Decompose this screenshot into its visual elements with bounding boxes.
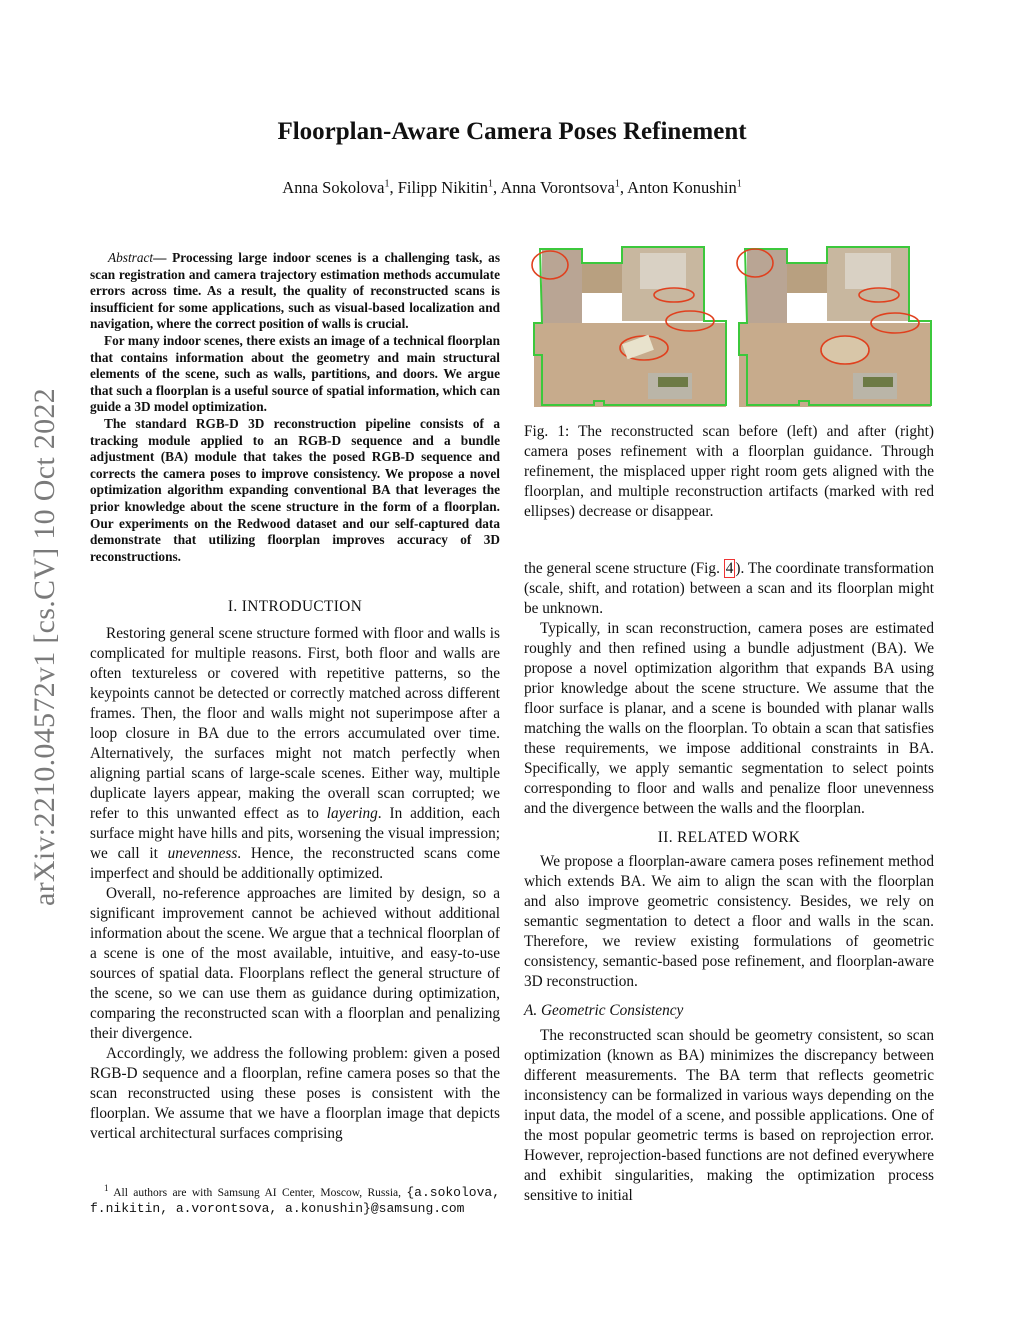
author: Anna Sokolova [282,178,385,197]
author: Anton Konushin [627,178,737,197]
footnote-mark: 1 [104,1183,109,1193]
paragraph: We propose a floorplan-aware camera poses refinement method which extends BA. We aim to align the scan with the floorplan and also improve geometric consistency. Besides, we rely on semantic segmentation to detect a floor and walls in the scan. Therefore, we review existing formulations of geometric consistency, semantic-based pose refinement, and floorplan-aware 3D reconstruction. [524,853,934,990]
affiliation-mark: 1 [384,178,390,190]
subsection-heading: A. Geometric Consistency [524,1002,684,1019]
paragraph: The reconstructed scan should be geometry consistent, so scan optimization (known as BA) minimizes the discrepancy between different measurements. The BA term that reflects geometric inconsistency can be formalized in various ways depending on the input data, the model of a scene, and possible applications. One of the most popular geometric terms is based on reprojection error. However, reprojection-based functions are not defined everywhere and exhibit singularities, making the optimization process sensitive to initial [524,1027,934,1204]
figure-caption: Fig. 1: The reconstructed scan before (left) and after (right) camera poses refinement with a floorplan guidance. Through refinement, the misplaced upper right room gets aligned with the floorplan, and multiple reconstruction artifacts (marked with red ellipses) decrease or disappear. [524,423,934,520]
abstract-label: Abstract [108,250,154,265]
author: Filipp Nikitin [397,178,489,197]
affiliation-mark: 1 [488,178,494,190]
right-column-body [524,559,934,1206]
footnote-text: All authors are with Samsung AI Center, Moscow, Russia, [113,1186,402,1199]
arxiv-identifier: arXiv:2210.04572v1 [cs.CV] 10 Oct 2022 [28,388,61,907]
affiliation-mark: 1 [614,178,620,190]
abstract-paragraph: For many indoor scenes, there exists an image of a technical floorplan that contains information about the geometry and main structural elements of the scene, such as walls, partitions, and doors. We argue that such a floorplan is a useful source of spatial information, which can guide a 3D model optimization. [90,332,500,415]
paper-title: Floorplan-Aware Camera Poses Refinement [277,118,747,145]
paragraph: Typically, in scan reconstruction, camera poses are estimated roughly and then refined using a bundle adjustment (BA). We propose a novel optimization algorithm that expands BA using prior knowledge about the scene structure. We assume that the floor surface is planar, and a scene is bounded with planar walls matching the walls on the floorplan. To obtain a scan that satisfies these requirements, we impose additional constraints in BA. Specifically, we apply semantic segmentation to select points corresponding to floor and walls and penalize floor unevenness and the divergence between the walls and the floorplan. [524,620,934,817]
paragraph: Restoring general scene structure formed with floor and walls is complicated for multiple reasons. First, both floor and walls are often textureless or covered with repetitive patterns, so the keypoints cannot be detected or correctly matched across different frames. Then, the floor and walls might not superimpose after a loop closure in BA due to the errors accumulated over time. Alternatively, the surfaces might not match perfectly when aligning partial scans of large-scale scenes. Either way, multiple duplicate layers appear, making the overall scan corrupted; we refer to this unwanted effect as to layering. In addition, each surface might have hills and pits, worsening the visual impression; we call it unevenness. Hence, the reconstructed scans come imperfect and should be additionally optimized. [90,625,500,882]
footnote-emails: {a.sokolova, f.nikitin, a.vorontsova, a.konushin}@samsung.com [90,1184,500,1216]
introduction-body [90,624,500,1144]
paragraph: Overall, no-reference approaches are limited by design, so a significant improvement cannot be achieved without additional information about the scene. We argue that a technical floorplan of a scene is one of the most available, intuitive, and easy-to-use sources of spatial data. Floorplans reflect the general structure of the scene, so we can use them as guidance during optimization, comparing the reconstructed scan with a floorplan and penalizing their divergence. [90,885,500,1042]
paragraph: Accordingly, we address the following problem: given a posed RGB-D sequence and a floorplan, refine camera poses so that the scan reconstructed using these poses is consistent with the floorplan. We assume that we have a floorplan image that depicts vertical architectural surfaces comprising [90,1045,500,1142]
floorplan-scan-after [737,247,931,407]
section-heading-related-work: II. RELATED WORK [657,829,801,846]
author-list: Anna Sokolova$^1$, Filipp Nikitin$^1$, Anna Vorontsova$^1$, Anton Konushin$^1$ [282,178,742,197]
floorplan-scan-before [534,247,726,407]
section-heading-introduction: I. INTRODUCTION [227,598,363,615]
abstract-paragraph: Abstract— Processing large indoor scenes is a challenging task, as scan registration and camera trajectory estimation methods accumulate errors across time. As a result, the quality of reconstructed scans is insufficient for some applications, such as visual-based localization and navigation, where the correct position of walls is crucial. [90,250,500,332]
footnote [90,1181,500,1217]
affiliation-mark: 1 [736,178,742,190]
abstract-text: Processing large indoor scenes is a challenging task, as scan registration and camera trajectory estimation methods accumulate errors across time. As a result, the quality of reconstructed scans is insufficient for some applications, such as visual-based localization and navigation, where the correct position of walls is crucial. [90,250,500,332]
abstract [90,250,500,565]
figure-reference-link[interactable]: 4 [725,560,734,577]
abstract-paragraph: The standard RGB-D 3D reconstruction pipeline consists of a tracking module applied to an RGB-D sequence and a bundle adjustment (BA) module that takes the posed RGB-D sequence and corrects the camera poses to improve consistency. We propose a novel optimization algorithm expanding conventional BA that leverages the prior knowledge about the scene structure in the form of a floorplan. Our experiments on the Redwood dataset and our self-captured data demonstrate that utilizing floorplan improves accuracy of 3D reconstructions. [90,415,500,564]
figure-1 [528,243,934,407]
author: Anna Vorontsova [500,178,615,197]
paragraph: the general scene structure (Fig. 4 ). The coordinate transformation (scale, shift, and rotation) between a scan and its floorplan might be unknown. [524,560,934,617]
